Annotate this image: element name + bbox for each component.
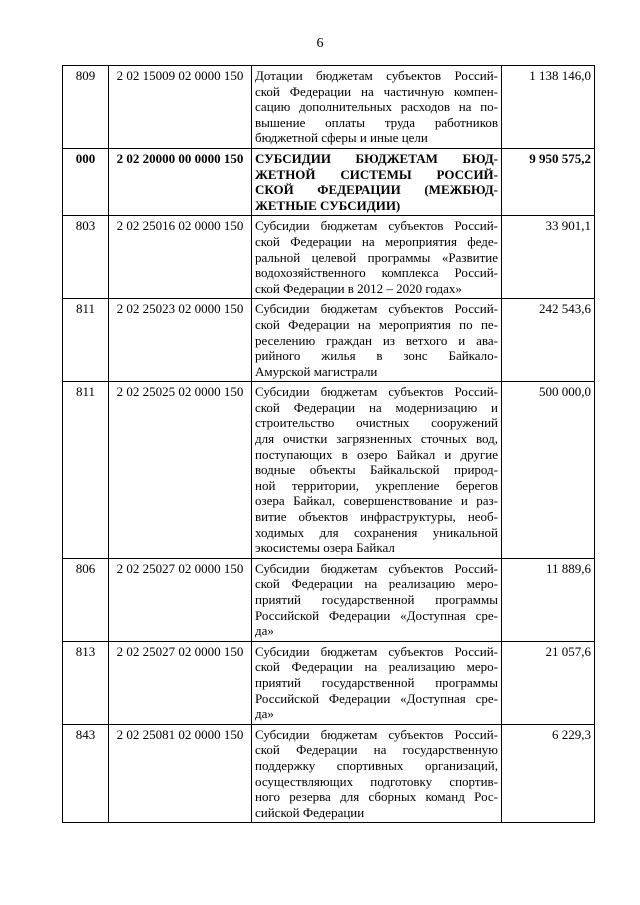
- page-number: 6: [316, 36, 324, 51]
- description-line: реселению граждан из ветхого и ава-: [255, 332, 498, 348]
- table-row: [63, 641, 595, 724]
- amount-cell: 11 889,6: [502, 558, 595, 641]
- description-line: сацию дополнительных расходов на по-: [255, 99, 498, 115]
- description-line: бюджетной сферы и иные цели: [255, 130, 428, 146]
- description-line: строительство очистных сооружений: [255, 415, 498, 431]
- description-line: водные объекты Байкальской природ-: [255, 462, 498, 478]
- table-row: [63, 558, 595, 641]
- amount-cell: 242 543,6: [502, 299, 595, 382]
- description-line: да»: [255, 706, 274, 722]
- description-line: ской Федерации на реализацию меро-: [255, 659, 498, 675]
- description-line: поддержку спортивных организаций,: [255, 757, 498, 773]
- description-cell: [252, 641, 502, 724]
- amount-cell: 500 000,0: [502, 382, 595, 559]
- description-line: озера Байкал, совершенствование и раз-: [255, 493, 498, 509]
- description-line: Субсидии бюджетам субъектов Россий-: [255, 384, 498, 400]
- description-line: Субсидии бюджетам субъектов Россий-: [255, 643, 498, 659]
- amount-cell: 9 950 575,2: [502, 148, 595, 215]
- description-cell: [252, 148, 502, 215]
- description-line: Амурской магистрали: [255, 363, 378, 379]
- description-line: СКОЙ ФЕДЕРАЦИИ (МЕЖБЮД-: [255, 182, 498, 198]
- admin-code-cell: 811: [63, 382, 109, 559]
- description-line: СУБСИДИИ БЮДЖЕТАМ БЮД-: [255, 150, 498, 166]
- description-line: ской Федерации на реализацию меро-: [255, 576, 498, 592]
- budget-table: [62, 65, 595, 823]
- description-cell: [252, 299, 502, 382]
- admin-code-cell: 806: [63, 558, 109, 641]
- description-line: ральной целевой программы «Развитие: [255, 249, 498, 265]
- description-line: ской Федерации на мероприятия по пе-: [255, 316, 498, 332]
- description-line: да»: [255, 623, 274, 639]
- budget-classification-cell: 2 02 25027 02 0000 150: [109, 641, 252, 724]
- description-line: Субсидии бюджетам субъектов Россий-: [255, 560, 498, 576]
- description-line: Российской Федерации «Доступная сре-: [255, 607, 498, 623]
- description-cell: [252, 216, 502, 299]
- budget-classification-cell: 2 02 25016 02 0000 150: [109, 216, 252, 299]
- description-line: водохозяйственного комплекса Россий-: [255, 265, 498, 281]
- description-line: Дотации бюджетам субъектов Россий-: [255, 68, 498, 83]
- description-cell: [252, 66, 502, 149]
- description-line: ЖЕТНЫЕ СУБСИДИИ): [255, 197, 401, 213]
- table-row: [63, 66, 595, 149]
- admin-code-cell: 809: [63, 66, 109, 149]
- table-row: [63, 216, 595, 299]
- description-line: Субсидии бюджетам субъектов Россий-: [255, 726, 498, 742]
- description-line: ской Федерации в 2012 – 2020 годах»: [255, 280, 462, 296]
- admin-code-cell: 843: [63, 724, 109, 823]
- description-line: рийного жилья в зонс Байкало-: [255, 348, 498, 364]
- description-line: ной территории, укрепление берегов: [255, 477, 498, 493]
- budget-classification-cell: 2 02 20000 00 0000 150: [109, 148, 252, 215]
- amount-cell: 6 229,3: [502, 724, 595, 823]
- description-line: сийской Федерации: [255, 804, 365, 820]
- description-line: осуществляющих подготовку спортив-: [255, 773, 498, 789]
- description-cell: [252, 382, 502, 559]
- description-cell: [252, 724, 502, 823]
- description-cell: [252, 558, 502, 641]
- description-line: вышение оплаты труда работников: [255, 114, 498, 130]
- description-line: приятий государственной программы: [255, 674, 498, 690]
- description-line: ской Федерации на мероприятия феде-: [255, 233, 498, 249]
- description-line: ской Федерации на частичную компен-: [255, 83, 498, 99]
- description-line: ЖЕТНОЙ СИСТЕМЫ РОССИЙ-: [255, 166, 498, 182]
- admin-code-cell: 000: [63, 148, 109, 215]
- budget-classification-cell: 2 02 25027 02 0000 150: [109, 558, 252, 641]
- description-line: поступающих в озеро Байкал и другие: [255, 446, 498, 462]
- admin-code-cell: 803: [63, 216, 109, 299]
- admin-code-cell: 813: [63, 641, 109, 724]
- table-row: [63, 724, 595, 823]
- description-line: ходимых для сохранения уникальной: [255, 524, 498, 540]
- description-line: для очистки загрязненных сточных вод,: [255, 431, 498, 447]
- description-line: витие объектов инфраструктуры, необ-: [255, 509, 498, 525]
- budget-table-body: [63, 66, 595, 823]
- amount-cell: 21 057,6: [502, 641, 595, 724]
- description-line: ного резерва для сборных команд Рос-: [255, 789, 498, 805]
- amount-cell: 1 138 146,0: [502, 66, 595, 149]
- table-row: [63, 299, 595, 382]
- description-line: экосистемы озера Байкал: [255, 540, 395, 556]
- budget-classification-cell: 2 02 15009 02 0000 150: [109, 66, 252, 149]
- admin-code-cell: 811: [63, 299, 109, 382]
- description-line: Российской Федерации «Доступная сре-: [255, 690, 498, 706]
- table-row: [63, 148, 595, 215]
- amount-cell: 33 901,1: [502, 216, 595, 299]
- description-line: Субсидии бюджетам субъектов Россий-: [255, 301, 498, 317]
- description-line: ской Федерации на модернизацию и: [255, 399, 498, 415]
- description-line: приятий государственной программы: [255, 592, 498, 607]
- description-line: Субсидии бюджетам субъектов Россий-: [255, 218, 498, 234]
- budget-classification-cell: 2 02 25023 02 0000 150: [109, 299, 252, 382]
- description-line: ской Федерации на государственную: [255, 742, 498, 758]
- budget-classification-cell: 2 02 25025 02 0000 150: [109, 382, 252, 559]
- table-row: [63, 382, 595, 559]
- budget-classification-cell: 2 02 25081 02 0000 150: [109, 724, 252, 823]
